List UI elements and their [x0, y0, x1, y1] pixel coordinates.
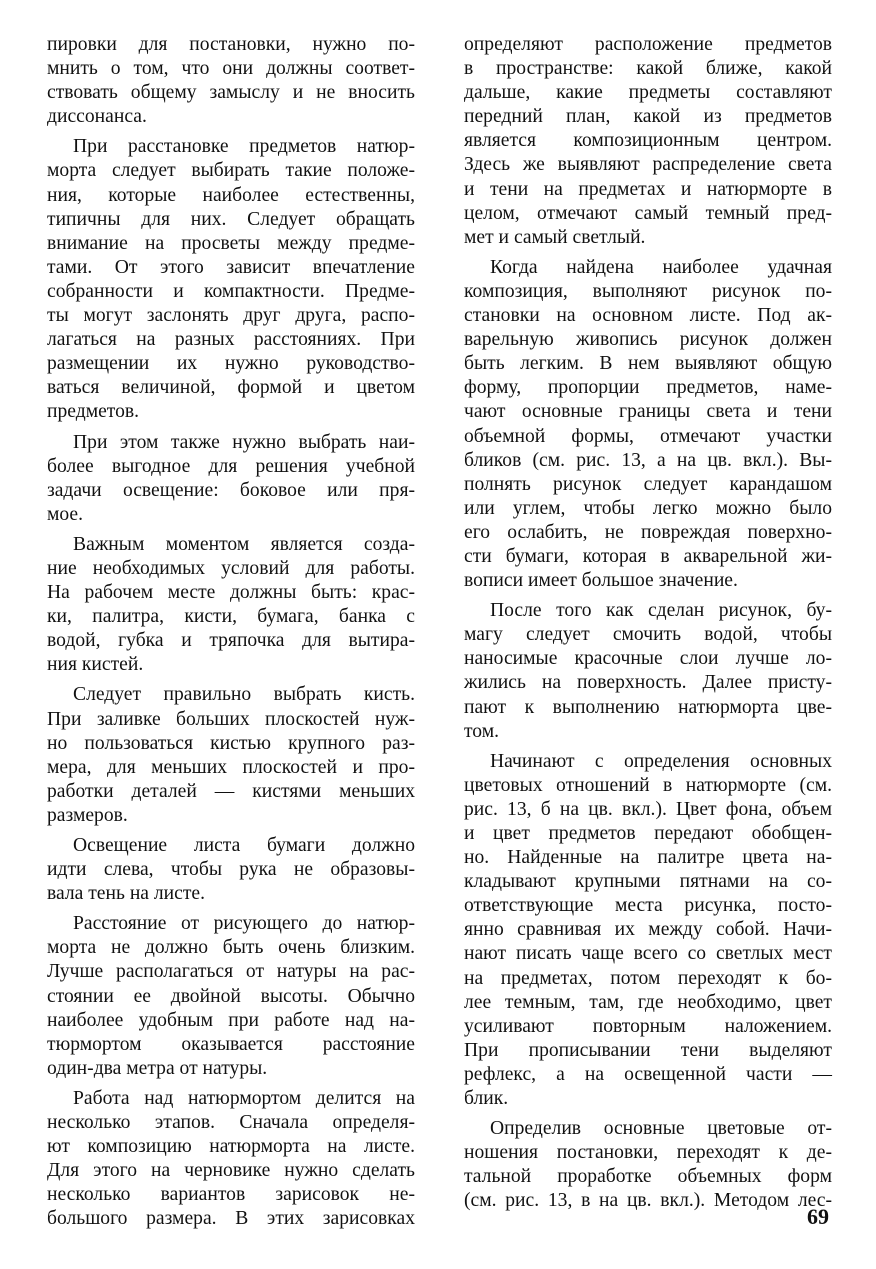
- text-line: но пользоваться кистью крупного раз-: [47, 732, 415, 754]
- text-line: Работа над натюрмортом делится на: [73, 1087, 415, 1109]
- text-line: ствовать общему замыслу и не вносить: [47, 82, 415, 104]
- text-line: водой, губка и тряпочка для вытира-: [47, 630, 415, 652]
- text-line: тальной проработке объемных форм: [464, 1166, 832, 1188]
- text-line: При расстановке предметов натюр-: [73, 136, 415, 158]
- text-line: диссонанса.: [47, 106, 147, 128]
- text-line: размещении их нужно руководство-: [47, 353, 415, 375]
- text-line: Определив основные цветовые от-: [490, 1118, 832, 1140]
- text-line: на предметах, потом переходят к бо-: [464, 967, 832, 989]
- text-line: определяют расположение предметов: [464, 34, 832, 55]
- text-line: бликов (см. рис. 13, а на цв. вкл.). Вы-: [464, 449, 832, 471]
- text-line: сти бумаги, которая в акварельной жи-: [464, 545, 832, 567]
- text-line: ношения постановки, переходят к де-: [464, 1142, 832, 1164]
- text-line: нают писать чаще всего со светлых мест: [464, 943, 832, 965]
- text-line: мнить о том, что они должны соответ-: [47, 58, 415, 80]
- text-line: один-два метра от натуры.: [47, 1057, 268, 1079]
- text-line: Важным моментом является созда-: [73, 533, 415, 555]
- text-line: в пространстве: какой ближе, какой: [464, 58, 832, 80]
- text-line: и цвет предметов передают обобщен-: [464, 823, 832, 844]
- text-line: варельную живопись рисунок должен: [464, 329, 832, 351]
- text-line: лее темным, там, где необходимо, цвет: [464, 991, 832, 1013]
- text-line: магу следует смочить водой, чтобы: [464, 624, 832, 646]
- text-line: дальше, какие предметы составляют: [464, 82, 832, 104]
- paragraph: [464, 256, 832, 593]
- text-line: При этом также нужно выбрать наи-: [73, 431, 415, 453]
- paragraph: [47, 33, 415, 129]
- text-line: стоянии ее двойной высоты. Обычно: [47, 985, 415, 1007]
- text-line: лагаться на разных расстояниях. При: [47, 329, 415, 351]
- text-line: несколько этапов. Сначала определя-: [47, 1112, 415, 1134]
- text-line: (см. рис. 13, в на цв. вкл.). Методом лес-: [464, 1190, 832, 1212]
- right-column: [464, 33, 832, 1220]
- text-line: цветовых отношений в натюрморте (см.: [464, 774, 832, 796]
- text-line: ответствующие места рисунка, посто-: [464, 895, 832, 917]
- text-line: При заливке больших плоскостей нуж-: [47, 708, 415, 730]
- text-line: вала тень на листе.: [47, 883, 206, 905]
- paragraph: [47, 533, 415, 678]
- text-line: При прописывании тени выделяют: [464, 1039, 832, 1061]
- text-line: объемной формы, отмечают участки: [464, 425, 832, 447]
- text-line: На рабочем месте должны быть: крас-: [47, 582, 415, 604]
- text-line: ния кистей.: [47, 654, 144, 676]
- text-line: усиливают повторным наложением.: [464, 1015, 832, 1037]
- text-line: чают основные границы света и тени: [464, 401, 832, 423]
- text-line: Расстояние от рисующего до натюр-: [73, 913, 415, 935]
- text-line: морта следует выбирать такие положе-: [47, 160, 415, 182]
- paragraph: [47, 135, 415, 424]
- paragraph: [464, 1117, 832, 1213]
- text-line: полнять рисунок следует карандашом: [464, 473, 832, 495]
- text-line: пировки для постановки, нужно по-: [47, 34, 415, 55]
- text-line: ки, палитра, кисти, бумага, банка с: [47, 606, 415, 628]
- text-line: кладывают крупными пятнами на со-: [464, 871, 832, 893]
- text-line: ты могут заслонять друг друга, распо-: [47, 305, 415, 327]
- paragraph: [47, 1087, 415, 1232]
- text-line: пают к выполнению натюрморта цве-: [464, 696, 832, 718]
- text-line: После того как сделан рисунок, бу-: [490, 600, 832, 622]
- text-line: работки деталей — кистями меньших: [47, 780, 415, 802]
- text-line: целом, отмечают самый темный пред-: [464, 202, 832, 224]
- text-line: является композиционным центром.: [464, 130, 832, 152]
- text-line: размеров.: [47, 804, 128, 826]
- paragraph: [464, 33, 832, 250]
- text-line: задачи освещение: боковое или пря-: [47, 479, 415, 501]
- text-line: рефлекс, а на освещенной части —: [464, 1063, 832, 1085]
- text-line: жились на поверхность. Далее присту-: [464, 672, 832, 694]
- text-line: Лучше располагаться от натуры на рас-: [47, 961, 415, 983]
- text-line: Когда найдена наиболее удачная: [490, 256, 832, 278]
- text-line: более выгодное для решения учебной: [47, 455, 415, 477]
- paragraph: [464, 750, 832, 1111]
- text-line: быть легким. В нем выявляют общую: [464, 353, 832, 375]
- text-line: Следует правильно выбрать кисть.: [73, 684, 415, 706]
- text-line: большого размера. В этих зарисовках: [47, 1208, 415, 1230]
- text-line: рис. 13, б на цв. вкл.). Цвет фона, объем: [464, 798, 832, 820]
- text-line: его ослабить, не повреждая поверхно-: [464, 521, 832, 543]
- paragraph: [47, 834, 415, 906]
- text-line: ния, которые наиболее естественны,: [47, 184, 415, 206]
- text-line: и тени на предметах и натюрморте в: [464, 178, 832, 200]
- text-line: тюрмортом оказывается расстояние: [47, 1033, 415, 1055]
- text-line: предметов.: [47, 401, 140, 423]
- text-line: янно сравнивая их между собой. Начи-: [464, 919, 832, 941]
- text-line: Для этого на черновике нужно сделать: [47, 1160, 415, 1182]
- text-line: типичны для них. Следует обращать: [47, 208, 415, 230]
- page-number: 69: [807, 1204, 829, 1229]
- text-line: мое.: [47, 503, 84, 525]
- text-line: ют композицию натюрморта на листе.: [47, 1136, 415, 1158]
- paragraph: [47, 912, 415, 1081]
- text-line: становки на основном листе. Под ак-: [464, 305, 832, 327]
- text-line: собранности и компактности. Предме-: [47, 280, 415, 302]
- text-line: Здесь же выявляют распределение света: [464, 154, 832, 176]
- text-line: Начинают с определения основных: [490, 750, 832, 772]
- text-line: наносимые красочные слои лучше ло-: [464, 648, 832, 670]
- paragraph: [47, 431, 415, 527]
- text-line: мет и самый светлый.: [464, 226, 646, 248]
- text-line: идти слева, чтобы рука не образовы-: [47, 859, 415, 881]
- text-line: том.: [464, 720, 500, 742]
- text-line: передний план, какой из предметов: [464, 106, 832, 128]
- paragraph: [47, 683, 415, 828]
- text-line: Освещение листа бумаги должно: [73, 835, 415, 856]
- text-line: вописи имеет большое значение.: [464, 570, 738, 592]
- text-line: несколько вариантов зарисовок не-: [47, 1184, 415, 1206]
- left-column: [47, 33, 415, 1238]
- text-line: ние необходимых условий для работы.: [47, 557, 415, 579]
- text-line: композиция, выполняют рисунок по-: [464, 280, 832, 302]
- text-line: внимание на просветы между предме-: [47, 232, 415, 254]
- paragraph: [464, 599, 832, 744]
- text-line: блик.: [464, 1088, 509, 1110]
- text-line: мера, для меньших плоскостей и про-: [47, 756, 415, 778]
- text-line: ваться величиной, формой и цветом: [47, 377, 415, 399]
- text-line: или углем, чтобы легко можно было: [464, 497, 832, 519]
- text-line: наиболее удобным при работе над на-: [47, 1009, 415, 1031]
- text-line: тами. От этого зависит впечатление: [47, 256, 415, 278]
- text-line: морта не должно быть очень близким.: [47, 937, 415, 959]
- text-line: форму, пропорции предметов, наме-: [464, 377, 832, 399]
- text-line: но. Найденные на палитре цвета на-: [464, 847, 832, 869]
